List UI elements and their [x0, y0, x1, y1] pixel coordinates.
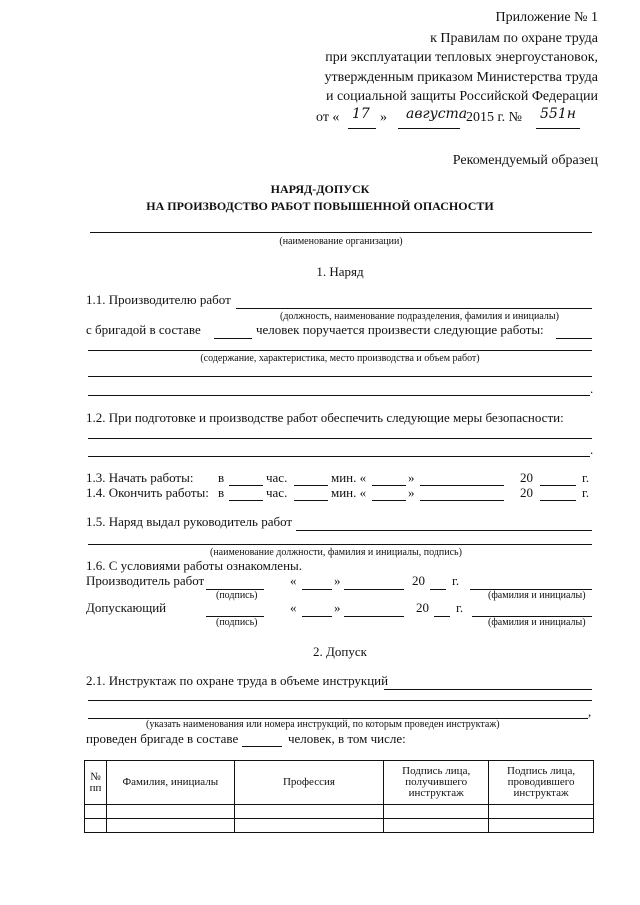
- recommended-sample: Рекомендуемый образец: [452, 153, 598, 168]
- producer-name-caption: (фамилия и инициалы): [488, 590, 586, 601]
- date-year: 2015 г. №: [466, 110, 523, 125]
- col-name: Фамилия, инициалы: [106, 761, 234, 805]
- date-mid: »: [380, 110, 387, 125]
- table-row: [85, 819, 594, 833]
- p-1-5-label: 1.5. Наряд выдал руководитель работ: [86, 514, 293, 529]
- order-number-handwritten: 551н: [540, 106, 576, 122]
- p-1-1-label: 1.1. Производителю работ: [86, 292, 231, 307]
- admitter-name-caption: (фамилия и инициалы): [488, 617, 586, 628]
- briefing-table: [84, 760, 594, 833]
- doc-title: НАРЯД-ДОПУСК: [270, 182, 370, 196]
- admitter-label: Допускающий: [86, 600, 167, 615]
- header-line-2: к Правилам по охране труда: [430, 31, 598, 46]
- header-line-4: утвержденным приказом Министерства труда: [324, 70, 598, 85]
- table-row: [85, 805, 594, 819]
- producer-label: Производитель работ: [86, 573, 205, 588]
- date-prefix: от «: [316, 110, 340, 125]
- col-profession: Профессия: [234, 761, 384, 805]
- section-1-heading: 1. Наряд: [316, 264, 364, 279]
- section-2-heading: 2. Допуск: [313, 644, 367, 659]
- appendix-number: Приложение № 1: [495, 10, 598, 25]
- brigade2-text-b: человек, в том числе:: [288, 731, 406, 746]
- producer-signature-caption: (подпись): [216, 590, 258, 601]
- col-received-signature: Подпись лица, получившего инструктаж: [384, 761, 489, 805]
- p-1-5-caption: (наименование должности, фамилия и инициалы, подпись): [210, 547, 462, 558]
- header-line-3: при эксплуатации тепловых энергоустановок,: [325, 50, 598, 65]
- brigade-text-a: с бригадой в составе: [86, 322, 201, 337]
- header-line-5: и социальной защиты Российской Федерации: [325, 89, 598, 104]
- p-1-6-label: 1.6. С условиями работы ознакомлены.: [86, 558, 303, 573]
- admitter-signature-caption: (подпись): [216, 617, 258, 628]
- p-1-2-label: 1.2. При подготовке и производстве работ обеспечить следующие меры безопасности:: [86, 410, 564, 425]
- p-1-4-label: 1.4. Окончить работы:: [86, 485, 209, 500]
- p-2-1-label: 2.1. Инструктаж по охране труда в объеме инструкций: [86, 673, 389, 688]
- col-conducted-signature: Подпись лица, проводившего инструктаж: [489, 761, 594, 805]
- p-1-1-caption: (должность, наименование подразделения, фамилия и инициалы): [280, 311, 559, 322]
- p-1-3-label: 1.3. Начать работы:: [86, 470, 194, 485]
- table-header-row: [85, 761, 594, 805]
- col-number: № пп: [85, 761, 107, 805]
- doc-subtitle: НА ПРОИЗВОДСТВО РАБОТ ПОВЫШЕННОЙ ОПАСНОСТИ: [146, 199, 494, 213]
- date-month-handwritten: августа: [406, 106, 468, 122]
- work-caption: (содержание, характеристика, место производства и объем работ): [200, 353, 480, 364]
- p-2-1-caption: (указать наименования или номера инструкций, по которым проведен инструктаж): [146, 719, 500, 730]
- brigade-text-b: человек поручается произвести следующие работы:: [256, 322, 544, 337]
- date-day-handwritten: 17: [352, 106, 370, 122]
- brigade2-text-a: проведен бригаде в составе: [86, 731, 239, 746]
- org-caption: (наименование организации): [279, 236, 403, 247]
- org-name-line: [90, 232, 592, 233]
